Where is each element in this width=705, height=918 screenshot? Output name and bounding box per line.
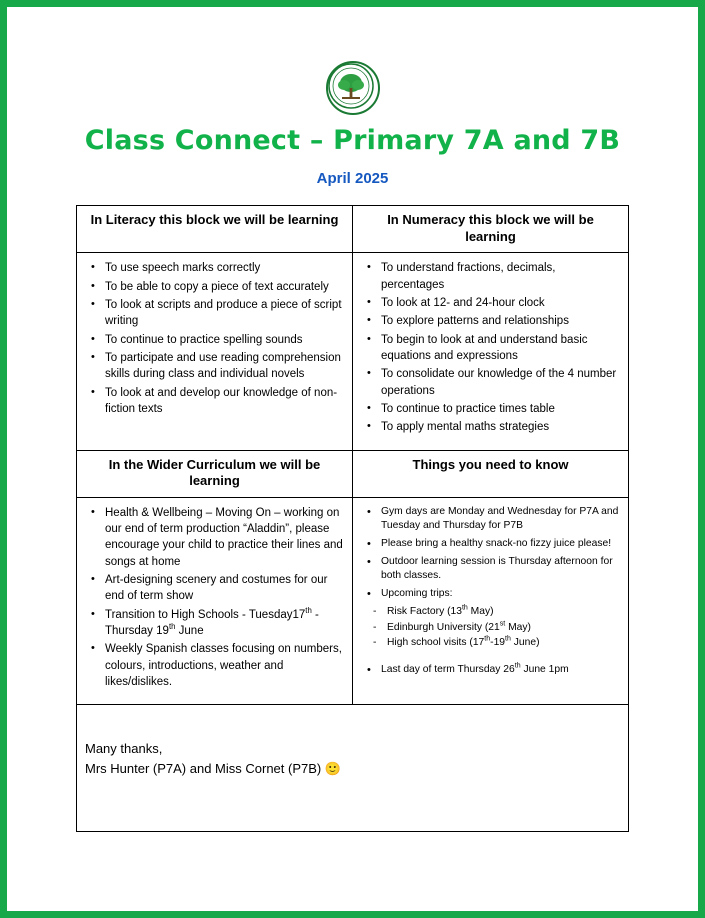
list-item: • Gym days are Monday and Wednesday for P7A and Tuesday and Thursday for P7B <box>361 505 620 534</box>
list-item: • To begin to look at and understand basic equations and expressions <box>361 332 620 365</box>
wider-curriculum-heading: In the Wider Curriculum we will be learning <box>108 456 321 489</box>
footer-signature <box>85 759 628 779</box>
need-to-know-closing-list <box>361 663 620 678</box>
footer-thanks: Many thanks, <box>85 741 163 757</box>
list-item: • To continue to practice times table <box>361 401 620 417</box>
list-item: • Weekly Spanish classes focusing on numbers, colours, introductions, weather and likes/dislikes. <box>85 641 344 690</box>
upcoming-trips-list <box>361 604 620 650</box>
need-to-know-list <box>361 505 620 602</box>
numeracy-heading: In Numeracy this block we will be learning <box>387 212 594 244</box>
list-item: • Transition to High Schools - Tuesday17th - Thursday 19th June <box>85 607 344 640</box>
page-subtitle: April 2025 <box>316 170 389 187</box>
list-item: • Outdoor learning session is Thursday afternoon for both classes. <box>361 555 620 584</box>
list-item: • To consolidate our knowledge of the 4 number operations <box>361 366 620 399</box>
footer-cell <box>77 705 628 831</box>
list-item: • Please bring a healthy snack-no fizzy juice please! <box>361 537 620 552</box>
list-item: • To look at 12- and 24-hour clock <box>361 295 620 311</box>
logo-container <box>43 61 662 115</box>
page-content <box>7 7 698 911</box>
page-title: Class Connect – Primary 7A and 7B <box>84 125 621 156</box>
school-tree-crest-icon <box>326 61 380 115</box>
table-row-top-content <box>77 253 629 450</box>
numeracy-list <box>361 260 620 435</box>
footer-signature-text: Mrs Hunter (P7A) and Miss Cornet (P7B) <box>85 760 322 776</box>
list-item: • To participate and use reading comprehension skills during class and individual novels <box>85 350 344 383</box>
list-item: • To be able to copy a piece of text accurately <box>85 279 344 295</box>
literacy-list <box>85 260 344 417</box>
list-item: • To explore patterns and relationships <box>361 313 620 329</box>
list-item: • Health & Wellbeing – Moving On – working on our end of term production “Aladdin”, please encourage your child to practice their lines and songs at home <box>85 505 344 570</box>
wider-curriculum-cell <box>77 498 352 705</box>
list-item: • To apply mental maths strategies <box>361 419 620 435</box>
list-item: - Risk Factory (13th May) <box>371 604 620 619</box>
literacy-cell <box>77 253 352 431</box>
newsletter-table <box>76 205 629 832</box>
list-item: • To use speech marks correctly <box>85 260 344 276</box>
list-item: • Upcoming trips: <box>361 587 620 602</box>
list-item: • To look at and develop our knowledge of non-fiction texts <box>85 385 344 418</box>
need-to-know-heading: Things you need to know <box>412 456 569 472</box>
list-item: • To continue to practice spelling sounds <box>85 332 344 348</box>
list-item: • Art-designing scenery and costumes for our end of term show <box>85 572 344 605</box>
list-item: - Edinburgh University (21st May) <box>371 620 620 635</box>
table-row-bottom-content <box>77 497 629 705</box>
list-item: • To understand fractions, decimals, percentages <box>361 260 620 293</box>
table-row-headings-bottom <box>77 450 629 497</box>
literacy-heading: In Literacy this block we will be learning <box>90 212 339 227</box>
wider-curriculum-list <box>85 505 344 691</box>
list-item: • Last day of term Thursday 26th June 1pm <box>361 663 620 678</box>
table-row-headings-top <box>77 206 629 253</box>
table-row-footer <box>77 705 629 832</box>
numeracy-cell <box>353 253 628 449</box>
smiley-face-icon: 🙂 <box>324 760 342 776</box>
list-item: • To look at scripts and produce a piece of script writing <box>85 297 344 330</box>
list-item: - High school visits (17th-19th June) <box>371 635 620 650</box>
need-to-know-cell <box>353 498 628 693</box>
